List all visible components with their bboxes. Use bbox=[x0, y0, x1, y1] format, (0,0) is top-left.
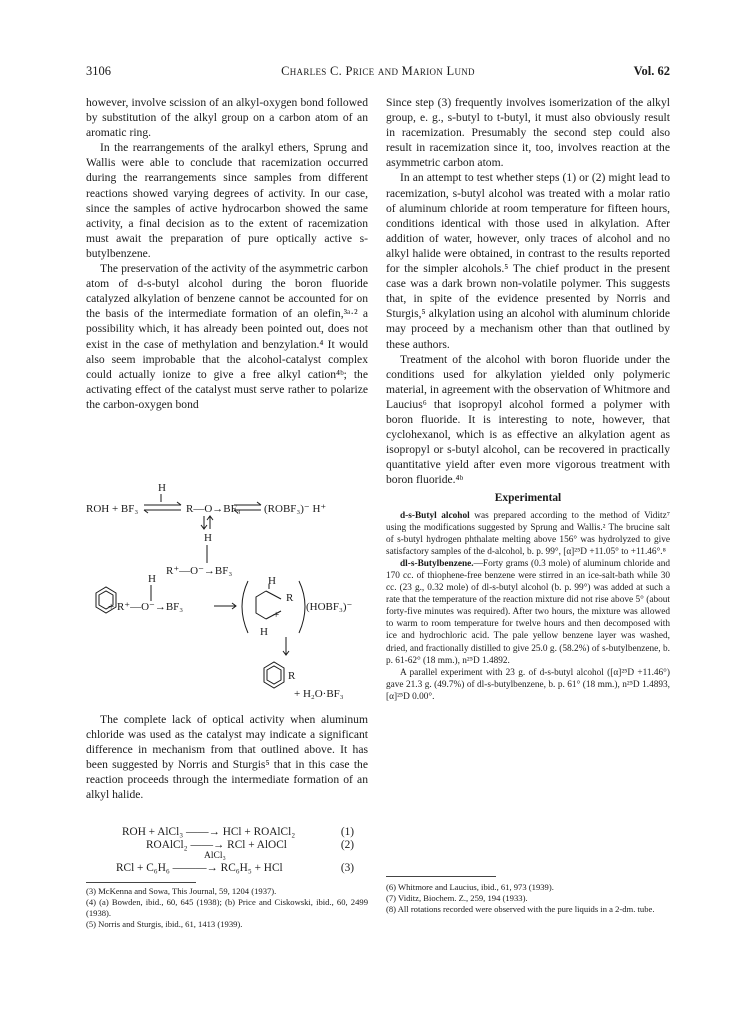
footnote-8: (8) All rotations recorded were observed with the pure liquids in a 2-dm. tube. bbox=[386, 904, 655, 914]
scheme-line1-right: (ROBF₃)⁻ H⁺ bbox=[264, 503, 327, 515]
scheme-r-2: R bbox=[288, 670, 296, 682]
volume-number: Vol. 62 bbox=[633, 64, 670, 78]
running-title: Charles C. Price and Marion Lund bbox=[281, 64, 475, 78]
running-header bbox=[86, 64, 670, 80]
exp1-text: was prepared according to the method of Viditz⁷ using the modifications suggested by Sprung and Wallis.² The brucine salt of s-butyl hydrogen phthalate melting above 156° was hydrolyzed to give satisfactory samples of the d-alcohol, b. p. 99°, [α]²⁵D +11.05° to +11.46°.⁸ bbox=[386, 510, 670, 557]
footnote-rule-left bbox=[86, 882, 196, 883]
scheme-line2: R⁺—O⁻→BF₃ bbox=[166, 565, 233, 577]
scheme-line3-mid: + R⁺—O⁻→BF₃ bbox=[108, 601, 184, 613]
scheme-plus: + bbox=[273, 609, 280, 621]
eq-arrow: ——→ bbox=[190, 839, 228, 851]
eq3-rhs: RC₆H₅ + HCl bbox=[220, 862, 283, 874]
footnotes-left bbox=[86, 886, 368, 930]
scheme-h-4: H bbox=[268, 575, 276, 587]
equations-block bbox=[86, 826, 368, 876]
left-paragraph-4: The complete lack of optical activity when aluminum chloride was used as the catalyst may indicate a significant difference in mechanism from that outlined above. It has been suggested by Norris and Sturgis⁵ that in this case the reaction proceeds through the intermediate formation of an alkyl halide. bbox=[86, 713, 368, 802]
exp2-text: —Forty grams (0.3 mole) of aluminum chloride and 170 cc. of thiophene-free benzene were stirred in an ice-salt-bath while 30 cc. (23 g., 0.32 mole) of dl-s-butyl alcohol (b. p. 99°) was added at such a rate that the temperature of the reaction mixture did not rise above 5° (about forty-five minutes was required). After two hours, the mixture was allowed to warm to room temperature for twelve hours and then decomposed with ice and hydrochloric acid. The pale yellow benzene layer was washed, dried, and fractionally distilled to give 25.0 g. (58.2%) of s-butylbenzene, b. p. 61-62° (18 mm.), n²⁵D 1.4892. bbox=[386, 558, 670, 666]
left-paragraph-2: In the rearrangements of the aralkyl ethers, Sprung and Wallis were able to conclude that racemization occurred during the rearrangements since samples from different reactions showed varying degrees of activity. In our case, since the samples of active hydrocarbon showed the same activity, a final decision as to the extent of racemization must await the preparation of pure optically active s-butylbenzene. bbox=[86, 141, 368, 260]
eq3-lhs: RCl + C₆H₆ bbox=[116, 862, 170, 874]
right-column bbox=[386, 95, 670, 703]
section-heading-experimental: Experimental bbox=[494, 492, 562, 505]
eq1-rhs: HCl + ROAlCl₂ bbox=[222, 826, 296, 838]
eq-arrow: ———→ bbox=[172, 862, 221, 874]
footnote-7: (7) Viditz, Biochem. Z., 259, 194 (1933). bbox=[386, 893, 528, 903]
experimental-paragraph-2 bbox=[386, 558, 670, 667]
scheme-h-2: H bbox=[204, 532, 212, 544]
left-paragraph-1: however, involve scission of an alkyl-oxygen bond followed by substitution of the alkyl group on a carbon atom of an aromatic ring. bbox=[86, 96, 368, 140]
equation-1 bbox=[122, 826, 295, 838]
eq1-lhs: ROH + AlCl₃ bbox=[122, 826, 184, 838]
equation-3 bbox=[116, 862, 283, 874]
eq2-number: (2) bbox=[340, 839, 354, 851]
eq-arrow: ——→ bbox=[186, 826, 223, 838]
footnote-4: (4) (a) Bowden, ibid., 60, 645 (1938); (b) Price and Ciskowski, ibid., 60, 2499 (1938). bbox=[86, 897, 368, 918]
scheme-line3-right: (HOBF₃)⁻ bbox=[306, 601, 353, 613]
right-paragraph-3: Treatment of the alcohol with boron fluoride under the conditions used for alkylation yielded only polymeric material, in agreement with the observation of Whitmore and Laucius⁶ that isopropyl alcohol formed a polymer with boron fluoride. It is interesting to note, however, that cyclohexanol, which is as effective an alkylation agent as isopropyl or s-butyl alcohol, can be recovered in practically quantitative yield after even more vigorous treatment with boron fluoride.⁴ᵇ bbox=[386, 352, 670, 487]
scheme-line1-mid: R—O→BF₃ bbox=[186, 503, 241, 515]
exp2-title: dl-s-Butylbenzene. bbox=[400, 558, 474, 569]
eq1-number: (1) bbox=[340, 826, 354, 838]
eq3-catalyst: AlCl₃ bbox=[204, 851, 226, 861]
footnotes-right bbox=[386, 882, 670, 915]
experimental-paragraph-3: A parallel experiment with 23 g. of d-s-butyl alcohol ([α]²⁵D +11.46°) gave 21.3 g. (49.7%) of dl-s-butylbenzene, b. p. 61° (18 mm.), n²⁵D 1.4893, [α]²⁵D 0.00°. bbox=[386, 667, 670, 702]
left-column-lower bbox=[86, 712, 368, 803]
reaction-scheme bbox=[86, 483, 368, 705]
scheme-h-top: H bbox=[158, 483, 166, 494]
footnote-rule-right bbox=[386, 876, 496, 877]
left-column bbox=[86, 95, 368, 412]
scheme-line1-left: ROH + BF₃ bbox=[86, 503, 139, 515]
footnote-6: (6) Whitmore and Laucius, ibid., 61, 973 (1939). bbox=[386, 882, 554, 892]
scheme-r-1: R bbox=[286, 592, 294, 604]
footnote-3: (3) McKenna and Sowa, This Journal, 59, 1204 (1937). bbox=[86, 886, 277, 896]
left-paragraph-3: The preservation of the activity of the asymmetric carbon atom of d-s-butyl alcohol during the boron fluoride catalyzed alkylation of benzene cannot be accounted for on the basis of the intermediate formation of an olefin,³ᵃ·² a possibility which, it has already been pointed out, does not exist in the case of methylation and benzylation.⁴ It would also seem improbable that the alcohol-catalyst complex could actually ionize to give a free alkyl cation⁴ᵇ; the activating effect of the catalyst must serve rather to polarize the carbon-oxygen bond bbox=[86, 262, 368, 411]
footnote-5: (5) Norris and Sturgis, ibid., 61, 1413 (1939). bbox=[86, 919, 243, 929]
equation-2 bbox=[146, 839, 287, 851]
eq3-number: (3) bbox=[340, 862, 354, 874]
exp1-title: d-s-Butyl alcohol bbox=[400, 510, 470, 521]
eq2-lhs: ROAlCl₂ bbox=[146, 839, 188, 851]
scheme-line4-right: + H₂O·BF₃ bbox=[294, 688, 344, 700]
scheme-h-5: H bbox=[260, 626, 268, 638]
scheme-h-3: H bbox=[148, 573, 156, 585]
right-paragraph-2: In an attempt to test whether steps (1) or (2) might lead to racemization, s-butyl alcohol was treated with a molar ratio of aluminum chloride at room temperature for fifteen hours, conditions identical with those used in alkylation. After addition of water, however, only traces of alcohol and no alkyl halide were obtained, in contrast to the results reported for the simpler alcohols.⁵ The chief product in the present case was a dark brown non-volatile polymer. This suggests that, in spite of the evidence presented by Norris and Sturgis,⁵ alkylation using an alcohol with aluminum chloride may proceed by a mechanism other than that outlined by these authors. bbox=[386, 171, 670, 351]
eq2-rhs: RCl + AlOCl bbox=[227, 839, 287, 851]
experimental-paragraph-1 bbox=[386, 510, 670, 558]
right-paragraph-1: Since step (3) frequently involves isomerization of the alkyl group, e. g., s-butyl to t-butyl, it must also obviously result in racemization. Presumably the second step could also result in racemization since it, too, involves reaction at the asymmetric carbon atom. bbox=[386, 96, 670, 170]
page-number: 3106 bbox=[86, 64, 111, 78]
